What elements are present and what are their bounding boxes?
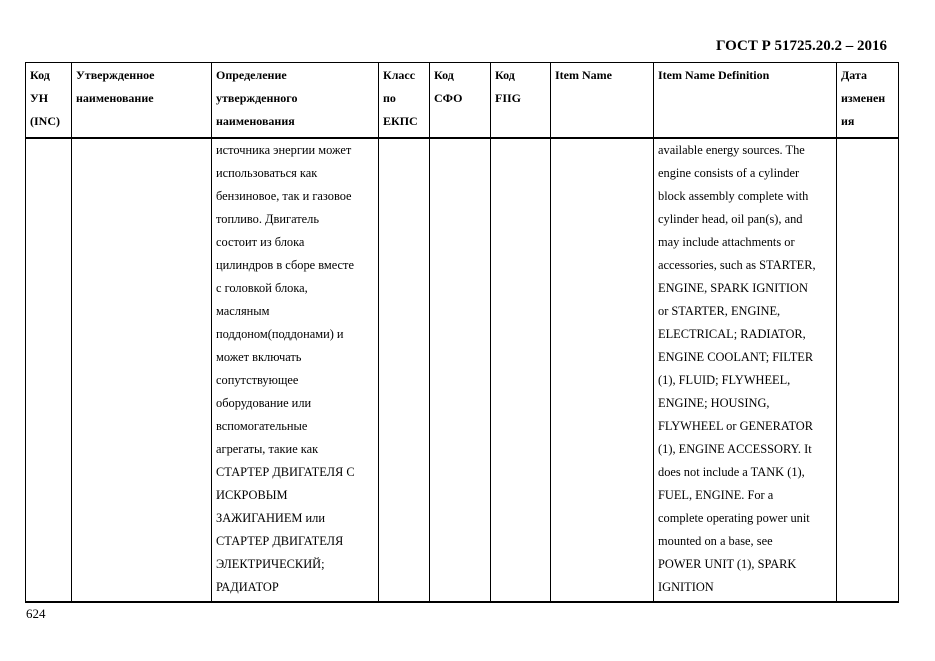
definition-en-lines <box>658 139 832 599</box>
definition-line: engine consists of a cylinder <box>658 166 800 180</box>
definition-line: ENGINE, SPARK IGNITION <box>658 281 808 295</box>
cell-ekps-class <box>379 138 430 602</box>
header-item-name: Item Name <box>551 63 654 139</box>
cell-change-date <box>837 138 899 602</box>
definition-line: использоваться как <box>216 166 318 180</box>
definition-line: POWER UNIT (1), SPARK <box>658 557 797 571</box>
cell-sfo-code <box>430 138 491 602</box>
definition-line: РАДИАТОР <box>216 580 279 594</box>
definition-line: агрегаты, такие как <box>216 442 319 456</box>
definition-line: FLYWHEEL or GENERATOR <box>658 419 814 433</box>
header-approved-name: Утвержденное наименование <box>72 63 212 139</box>
definition-line: оборудование или <box>216 396 312 410</box>
definition-line: cylinder head, oil pan(s), and <box>658 212 803 226</box>
definition-line: ЗАЖИГАНИЕМ или <box>216 511 325 525</box>
nomenclature-table <box>25 62 899 603</box>
header-sfo-code: Код СФО <box>430 63 491 139</box>
definition-line: состоит из блока <box>216 235 305 249</box>
cell-definition-ru <box>212 138 379 602</box>
header-fiig-code: Код FIIG <box>491 63 551 139</box>
definition-line: вспомогательные <box>216 419 308 433</box>
definition-line: block assembly complete with <box>658 189 809 203</box>
definition-line: топливо. Двигатель <box>216 212 319 226</box>
definition-line: СТАРТЕР ДВИГАТЕЛЯ С <box>216 465 355 479</box>
definition-line: (1), FLUID; FLYWHEEL, <box>658 373 791 387</box>
page-number: 624 <box>26 606 46 621</box>
cell-definition-en <box>654 138 837 602</box>
definition-line: ENGINE; HOUSING, <box>658 396 770 410</box>
definition-line: FUEL, ENGINE. For a <box>658 488 774 502</box>
definition-line: цилиндров в сборе вместе <box>216 258 354 272</box>
definition-line: бензиновое, так и газовое <box>216 189 352 203</box>
cell-inc-code <box>26 138 72 602</box>
header-ekps-class: Класс по ЕКПС <box>379 63 430 139</box>
definition-ru-lines <box>216 139 374 599</box>
definition-line: may include attachments or <box>658 235 795 249</box>
header-item-name-definition: Item Name Definition <box>654 63 837 139</box>
definition-line: может включать <box>216 350 302 364</box>
definition-line: ИСКРОВЫМ <box>216 488 288 502</box>
definition-line: поддоном(поддонами) и <box>216 327 344 341</box>
definition-line: источника энергии может <box>216 143 352 157</box>
header-inc-code: Код УН (INC) <box>26 63 72 139</box>
definition-line: ЭЛЕКТРИЧЕСКИЙ; <box>216 557 325 571</box>
definition-line: mounted on a base, see <box>658 534 773 548</box>
table-header-row <box>26 63 899 139</box>
definition-line: or STARTER, ENGINE, <box>658 304 781 318</box>
definition-line: масляным <box>216 304 270 318</box>
header-definition-ru: Определение утвержденного наименования <box>212 63 379 139</box>
definition-line: accessories, such as STARTER, <box>658 258 816 272</box>
definition-line: СТАРТЕР ДВИГАТЕЛЯ <box>216 534 344 548</box>
definition-line: does not include a TANK (1), <box>658 465 805 479</box>
definition-line: complete operating power unit <box>658 511 810 525</box>
standard-code-header: ГОСТ Р 51725.20.2 – 2016 <box>715 38 887 54</box>
definition-line: IGNITION <box>658 580 714 594</box>
cell-fiig-code <box>491 138 551 602</box>
definition-line: ELECTRICAL; RADIATOR, <box>658 327 806 341</box>
definition-line: (1), ENGINE ACCESSORY. It <box>658 442 812 456</box>
cell-approved-name <box>72 138 212 602</box>
header-change-date: Дата изменен ия <box>837 63 899 139</box>
definition-line: с головкой блока, <box>216 281 308 295</box>
cell-item-name <box>551 138 654 602</box>
definition-line: сопутствующее <box>216 373 299 387</box>
definition-line: available energy sources. The <box>658 143 805 157</box>
definition-line: ENGINE COOLANT; FILTER <box>658 350 814 364</box>
table-row <box>26 138 899 602</box>
